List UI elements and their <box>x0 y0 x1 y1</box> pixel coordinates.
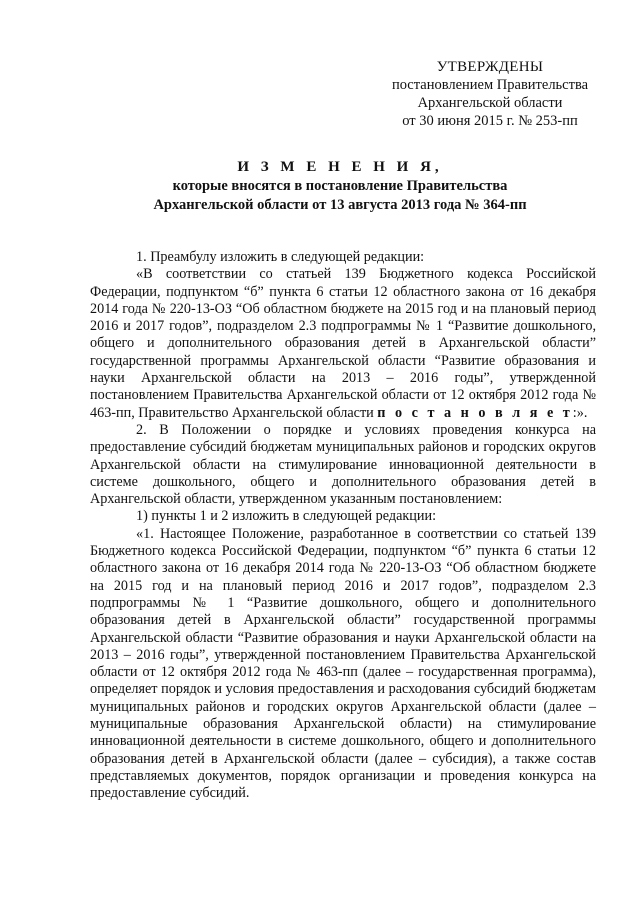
paragraph-1: 1. Преамбулу изложить в следующей редакции: <box>136 249 425 265</box>
paragraph-2-resolves: п о с т а н о в л я е т <box>377 404 573 421</box>
paragraph-2-text: «В соответствии со статьей 139 Бюджетного кодекса Российской Федерации, подпунктом “б” пункта 6 статьи 12 областного закона от 16 декабря 2014 года № 220-13-ОЗ “Об областном бюджете на 2015 год и на плановый период 2016 и 2017 годов”, подразделом 2.3 подпрограммы № 1 “Развитие дошкольного, общего и дополнительного образования детей в Архангельской области” государственной программы Архангельской области “Развитие образования и науки Архангельской области на 2013 – 2016 годы”, утвержденной постановлением Правительства Архангельской области от 12 октября 2012 года № 463-пп, Правительство Архангельской области <box>90 266 596 421</box>
approval-line-3: Архангельской области <box>417 95 563 111</box>
paragraph-2-end: :». <box>572 404 588 421</box>
paragraph-3: 2. В Положении о порядке и условиях проведения конкурса на предоставление субсидий бюджетам муниципальных районов и городских округов Архангельской области на стимулирование инновационной деятельности в системе дошкольного, общего и дополнительного образования детей в Архангельской области, утвержденном указанным постановлением: <box>90 421 596 508</box>
approval-date: от 30 июня 2015 г. № 253-пп <box>402 113 578 129</box>
title-line-2: которые вносятся в постановление Правительства <box>172 178 508 194</box>
paragraph-2 <box>90 266 596 422</box>
document-title <box>90 158 590 215</box>
document-body <box>90 249 596 803</box>
paragraph-4: 1) пункты 1 и 2 изложить в следующей редакции: <box>136 508 437 525</box>
paragraph-5: «1. Настоящее Положение, разработанное в соответствии со статьей 139 Бюджетного кодекса Российской Федерации, подпунктом “б” пункта 6 статьи 12 областного закона от 16 декабря 2014 года № 220-13-ОЗ “Об областном бюджете на 2015 год и на плановый период 2016 и 2017 годов”, подразделом 2.3 подпрограммы № 1 “Развитие дошкольного, общего и дополнительного образования детей в Архангельской области” государственной программы Архангельской области “Развитие образования и науки Архангельской области на 2013 – 2016 годы”, утвержденной постановлением Правительства Архангельской области от 12 октября 2012 года № 463-пп (далее – государственная программа), определяет порядок и условия предоставления и расходования субсидий бюджетам муниципальных районов и городских округов Архангельской области (далее – муниципальные образования Архангельской области) на стимулирование инновационной деятельности в системе дошкольного, общего и дополнительного образования детей в Архангельской области (далее – субсидия), а также состав представляемых документов, порядок организации и проведения конкурса на предоставление субсидий. <box>90 525 596 802</box>
title-heading: И З М Е Н Е Н И Я, <box>237 159 443 175</box>
approval-stamp <box>380 58 600 130</box>
approval-line-2: постановлением Правительства <box>391 77 589 93</box>
approval-heading: УТВЕРЖДЕНЫ <box>436 59 544 75</box>
title-line-3: Архангельской области от 13 августа 2013 года № 364-пп <box>153 197 527 213</box>
